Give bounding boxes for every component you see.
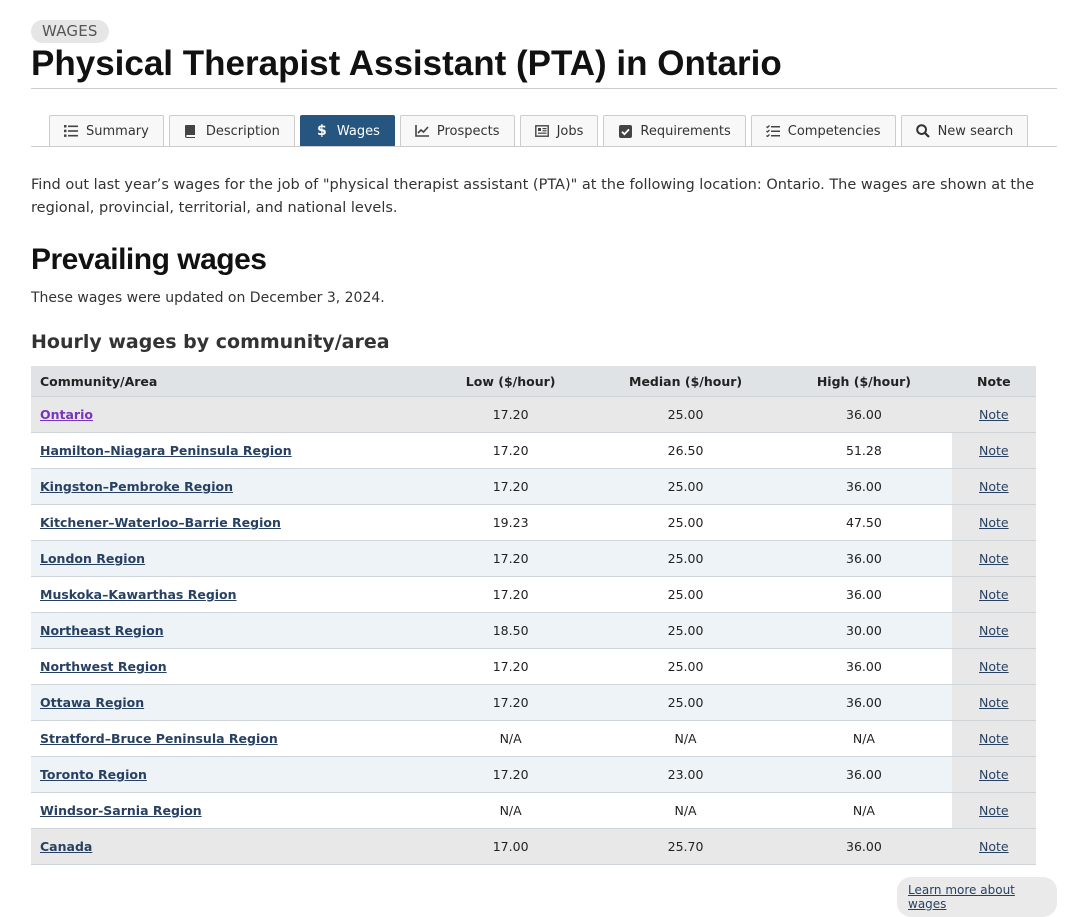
cell-median: 25.00 bbox=[595, 649, 776, 685]
note-link[interactable]: Note bbox=[979, 551, 1009, 566]
cell-median: 25.00 bbox=[595, 685, 776, 721]
table-row bbox=[31, 649, 1036, 685]
cell-high: 36.00 bbox=[776, 829, 951, 865]
search-icon bbox=[916, 124, 930, 138]
area-link[interactable]: Ontario bbox=[40, 407, 93, 422]
cell-low: 17.20 bbox=[426, 469, 595, 505]
cell-low: 17.20 bbox=[426, 433, 595, 469]
area-link[interactable]: Toronto Region bbox=[40, 767, 147, 782]
tab-competencies[interactable] bbox=[751, 115, 896, 146]
cell-high: 36.00 bbox=[776, 757, 951, 793]
cell-low: 19.23 bbox=[426, 505, 595, 541]
area-link[interactable]: Muskoka–Kawarthas Region bbox=[40, 587, 237, 602]
newspaper-icon bbox=[535, 124, 549, 138]
title-divider bbox=[31, 88, 1057, 89]
cell-low: 18.50 bbox=[426, 613, 595, 649]
hourly-wages-heading: Hourly wages by community/area bbox=[31, 331, 390, 353]
cell-area bbox=[31, 613, 426, 649]
tab-jobs[interactable] bbox=[520, 115, 599, 146]
wages-table bbox=[31, 366, 1036, 865]
tab-new-search[interactable] bbox=[901, 115, 1029, 146]
cell-median: 25.00 bbox=[595, 541, 776, 577]
tab-label: Competencies bbox=[787, 123, 881, 139]
cell-median: 25.00 bbox=[595, 505, 776, 541]
area-link[interactable]: Northwest Region bbox=[40, 659, 167, 674]
table-header-row bbox=[31, 366, 1036, 397]
note-link[interactable]: Note bbox=[979, 443, 1009, 458]
area-link[interactable]: Ottawa Region bbox=[40, 695, 145, 710]
tab-label: Description bbox=[205, 123, 280, 139]
tab-label: Wages bbox=[336, 123, 380, 139]
cell-low: 17.20 bbox=[426, 577, 595, 613]
area-link[interactable]: Windsor-Sarnia Region bbox=[40, 803, 202, 818]
cell-note bbox=[952, 433, 1036, 469]
cell-high: N/A bbox=[776, 793, 951, 829]
table-row bbox=[31, 757, 1036, 793]
cell-high: 51.28 bbox=[776, 433, 951, 469]
tab-bar bbox=[49, 115, 1028, 146]
cell-median: 23.00 bbox=[595, 757, 776, 793]
col-header-high: High ($/hour) bbox=[776, 366, 951, 397]
tab-label: Summary bbox=[86, 123, 149, 139]
col-header-low: Low ($/hour) bbox=[426, 366, 595, 397]
cell-low: 17.20 bbox=[426, 541, 595, 577]
cell-note bbox=[952, 649, 1036, 685]
tab-label: Jobs bbox=[556, 123, 584, 139]
tabs-divider bbox=[31, 146, 1057, 147]
cell-median: 25.00 bbox=[595, 577, 776, 613]
cell-high: 36.00 bbox=[776, 649, 951, 685]
cell-low: 17.20 bbox=[426, 397, 595, 433]
note-link[interactable]: Note bbox=[979, 479, 1009, 494]
learn-more-link[interactable]: Learn more about wages bbox=[897, 877, 1057, 917]
section-badge: WAGES bbox=[31, 20, 109, 43]
book-icon bbox=[184, 124, 198, 138]
col-header-area: Community/Area bbox=[31, 366, 426, 397]
note-link[interactable]: Note bbox=[979, 767, 1009, 782]
table-row bbox=[31, 829, 1036, 865]
cell-note bbox=[952, 577, 1036, 613]
area-link[interactable]: Stratford–Bruce Peninsula Region bbox=[40, 731, 278, 746]
tab-description[interactable] bbox=[169, 115, 295, 146]
cell-high: 36.00 bbox=[776, 469, 951, 505]
cell-note bbox=[952, 469, 1036, 505]
area-link[interactable]: Hamilton–Niagara Peninsula Region bbox=[40, 443, 292, 458]
area-link[interactable]: London Region bbox=[40, 551, 146, 566]
updated-date: These wages were updated on December 3, 2024. bbox=[31, 290, 385, 306]
cell-low: 17.20 bbox=[426, 757, 595, 793]
col-header-note: Note bbox=[952, 366, 1036, 397]
note-link[interactable]: Note bbox=[979, 731, 1009, 746]
cell-note bbox=[952, 757, 1036, 793]
cell-high: 36.00 bbox=[776, 577, 951, 613]
cell-note bbox=[952, 685, 1036, 721]
line-chart-icon bbox=[415, 124, 429, 138]
area-link[interactable]: Kingston–Pembroke Region bbox=[40, 479, 233, 494]
cell-high: 36.00 bbox=[776, 685, 951, 721]
cell-note bbox=[952, 721, 1036, 757]
cell-median: 26.50 bbox=[595, 433, 776, 469]
cell-area bbox=[31, 469, 426, 505]
table-row bbox=[31, 433, 1036, 469]
tab-summary[interactable] bbox=[49, 115, 164, 146]
tasks-icon bbox=[766, 124, 780, 138]
cell-area bbox=[31, 541, 426, 577]
cell-median: 25.70 bbox=[595, 829, 776, 865]
note-link[interactable]: Note bbox=[979, 659, 1009, 674]
cell-median: 25.00 bbox=[595, 397, 776, 433]
table-row bbox=[31, 397, 1036, 433]
note-link[interactable]: Note bbox=[979, 623, 1009, 638]
page-title: Physical Therapist Assistant (PTA) in Ontario bbox=[31, 44, 782, 83]
cell-high: 36.00 bbox=[776, 397, 951, 433]
tab-label: Requirements bbox=[640, 123, 731, 139]
prevailing-wages-heading: Prevailing wages bbox=[31, 243, 267, 276]
cell-high: 47.50 bbox=[776, 505, 951, 541]
cell-note bbox=[952, 541, 1036, 577]
table-row bbox=[31, 793, 1036, 829]
table-row bbox=[31, 577, 1036, 613]
cell-area bbox=[31, 793, 426, 829]
cell-area bbox=[31, 433, 426, 469]
cell-area bbox=[31, 721, 426, 757]
area-link[interactable]: Kitchener–Waterloo–Barrie Region bbox=[40, 515, 281, 530]
table-row bbox=[31, 721, 1036, 757]
note-link[interactable]: Note bbox=[979, 839, 1009, 854]
note-link[interactable]: Note bbox=[979, 407, 1009, 422]
tab-label: Prospects bbox=[436, 123, 500, 139]
tab-prospects[interactable] bbox=[400, 115, 515, 146]
tab-label: New search bbox=[937, 123, 1014, 139]
check-square-icon bbox=[618, 124, 632, 138]
cell-high: 36.00 bbox=[776, 541, 951, 577]
table-row bbox=[31, 469, 1036, 505]
cell-area bbox=[31, 397, 426, 433]
list-icon bbox=[64, 124, 78, 138]
table-row bbox=[31, 505, 1036, 541]
cell-note bbox=[952, 505, 1036, 541]
note-link[interactable]: Note bbox=[979, 587, 1009, 602]
cell-low: 17.00 bbox=[426, 829, 595, 865]
cell-note bbox=[952, 829, 1036, 865]
cell-high: 30.00 bbox=[776, 613, 951, 649]
tab-wages[interactable] bbox=[300, 115, 395, 146]
cell-area bbox=[31, 829, 426, 865]
cell-area bbox=[31, 757, 426, 793]
area-link[interactable]: Canada bbox=[40, 839, 93, 854]
table-row bbox=[31, 685, 1036, 721]
cell-area bbox=[31, 505, 426, 541]
cell-area bbox=[31, 685, 426, 721]
intro-paragraph: Find out last year’s wages for the job of "physical therapist assistant (PTA)" at the following location: Ontario. The wages are shown at the regional, provincial, territorial, and national levels. bbox=[31, 177, 1035, 216]
cell-median: 25.00 bbox=[595, 613, 776, 649]
note-link[interactable]: Note bbox=[979, 515, 1009, 530]
cell-low: 17.20 bbox=[426, 649, 595, 685]
table-row bbox=[31, 541, 1036, 577]
cell-median: N/A bbox=[595, 793, 776, 829]
cell-area bbox=[31, 649, 426, 685]
col-header-median: Median ($/hour) bbox=[595, 366, 776, 397]
table-row bbox=[31, 613, 1036, 649]
cell-low: N/A bbox=[426, 721, 595, 757]
cell-high: N/A bbox=[776, 721, 951, 757]
cell-note bbox=[952, 613, 1036, 649]
dollar-icon: $ bbox=[317, 123, 327, 139]
cell-median: 25.00 bbox=[595, 469, 776, 505]
cell-note bbox=[952, 397, 1036, 433]
area-link[interactable]: Northeast Region bbox=[40, 623, 164, 638]
cell-median: N/A bbox=[595, 721, 776, 757]
note-link[interactable]: Note bbox=[979, 803, 1009, 818]
cell-low: N/A bbox=[426, 793, 595, 829]
note-link[interactable]: Note bbox=[979, 695, 1009, 710]
cell-note bbox=[952, 793, 1036, 829]
tab-requirements[interactable] bbox=[603, 115, 745, 146]
cell-area bbox=[31, 577, 426, 613]
cell-low: 17.20 bbox=[426, 685, 595, 721]
